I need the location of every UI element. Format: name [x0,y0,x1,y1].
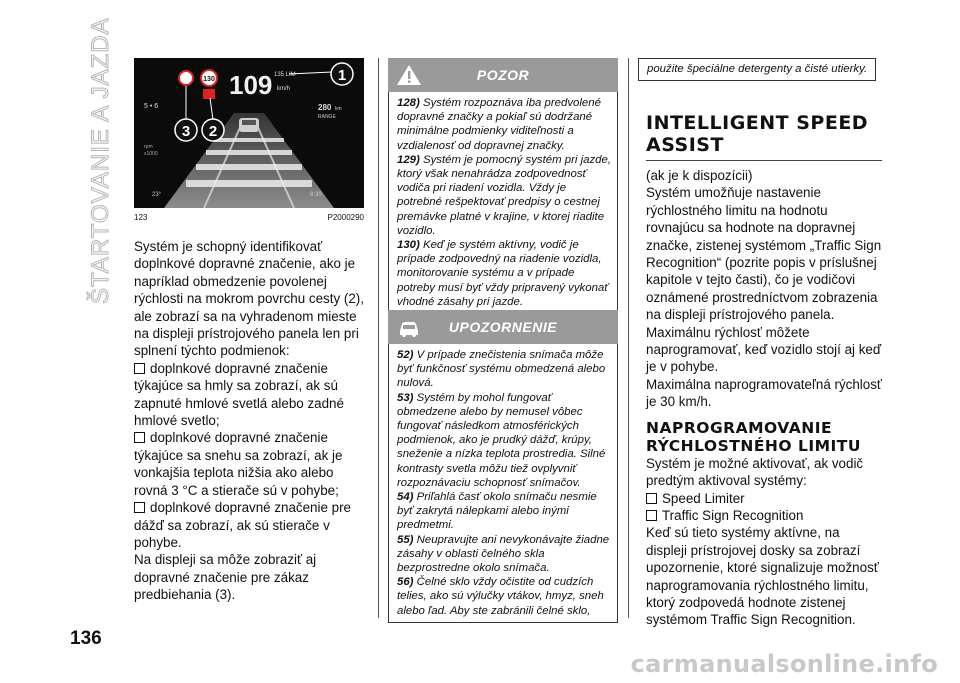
notice-item: 55) Neupravujte ani nevykonávajte žiadne zásahy v oblasti čelného skla bezprostredne okolo snímača. [397,533,610,575]
checkbox-bullet-icon [646,510,657,521]
heading-naprogramovanie: NAPROGRAMOVANIE RÝCHLOSTNÉHO LIMITU [646,418,861,455]
column-divider [628,58,629,618]
figure-rpm-value: x1000 [144,151,158,157]
notice-box-header [388,310,618,344]
col1-bullet-1: doplnkové dopravné značenie týkajúce sa hmly sa zobrazí, ak sú zapnuté hmlové svetlá alebo zadné hmlové svetlo; [134,360,344,429]
col3-bullet-1: Speed Limiter [646,490,882,507]
figure-limit-text: 135 LIM [274,72,296,78]
figure-rpm-label: rpm [144,144,153,150]
col1-bullet-3: doplnkové dopravné značenie pre dážď sa zobrazí, ak sú stierače v pohybe. [134,500,352,550]
notice-item: 53) Systém by mohol fungovať obmedzene alebo by nemusel vôbec fungovať následkom atmosférických podmienok, ako je prudký dážď, krúpy, sneženie a nízka teplota prostredia. Silné kontrasty svetla môžu tiež ovplyvniť rozpoznávaciu schopnosť snímačov. [397,391,606,489]
notice-item: 52) V prípade znečistenia snímača môže byť funkčnosť systému obmedzená alebo nulová. [397,349,606,390]
warning-item: 128) Systém rozpoznáva iba predvolené dopravné značky a pokiaľ sú dodržané minimálne podmienky viditeľnosti a vzdialenosť od dopravnej značky. [397,97,601,152]
notice-item: 54) Priľahlá časť okolo snímaču nesmie byť zakrytá nálepkami alebo inými predmetmi. [397,491,597,532]
figure-speed-unit: km/h [277,86,291,92]
figure-speed: 109 [229,70,273,100]
notice-continuation-box: použite špeciálne detergenty a čisté utierky. [638,58,876,81]
col1-outro: Na displeji sa môže zobraziť aj dopravné značenie pre zákaz predbiehania (3). [134,552,317,603]
notice-box-body [388,344,618,623]
warning-box-body [388,92,618,314]
checkbox-bullet-icon [134,363,145,374]
heading-intelligent-speed-assist: INTELLIGENT SPEED ASSIST [646,112,869,156]
checkbox-bullet-icon [646,493,657,504]
figure-caption [134,213,364,222]
col3-bullet-2: Traffic Sign Recognition [646,507,882,524]
footer-watermark: carmanualsonline.info [630,650,938,678]
notice-box-upozornenie [388,310,618,623]
figure-callout-2: 2 [208,123,218,140]
notice-item: 56) Čelné sklo vždy očistite od cudzích telies, ako sú výlučky vtákov, hmyz, sneh alebo ľad. Aby ste zabránili čelné sklo, [397,576,604,617]
figure-range-value: 280 [318,103,332,112]
warning-box-header [388,58,618,92]
side-title-text: ŠTARTOVANIE A JAZDA [87,17,114,304]
column-3-text [646,112,882,629]
column-divider [378,58,379,618]
col3-paragraph: Maximálnu rýchlosť môžete naprogramovať, keď vozidlo stojí aj keď je v pohybe. [646,324,882,375]
instrument-cluster-figure [134,58,364,208]
figure-gear: 5 • 6 [144,103,159,110]
figure-code: P2000290 [327,213,364,222]
checkbox-bullet-icon [134,502,145,513]
notice-box-title: UPOZORNENIE [448,319,558,335]
figure-range-unit: km [335,106,342,112]
col3-availability: (ak je k dispozícii) [646,168,753,183]
figure-callout-3: 3 [181,123,191,140]
warning-box-title: POZOR [476,67,530,83]
col3-paragraph: Keď sú tieto systémy aktívne, na displeji prístrojovej dosky sa zobrazí upozornenie, ktoré signalizuje možnosť naprogramovania rýchlostného limitu, ktorý zodpovedá hodnote zistenej systémom Traffic Sign Recognition. [646,525,879,628]
figure-number: 123 [134,213,148,222]
heading-rule [646,160,882,161]
figure-time: 8:30 [310,192,322,198]
page-number: 136 [70,628,102,649]
figure-callout-1: 1 [337,67,347,84]
col1-bullet-2: doplnkové dopravné značenie týkajúce sa snehu sa zobrazí, ak je vonkajšia teplota nižšia ako alebo rovná 3 °C a stierače sú v pohybe; [134,430,343,498]
col1-intro: Systém je schopný identifikovať doplnkové dopravné značenie, ako je napríklad obmedzenie povolenej rýchlosti na mokrom povrchu cesty (2), ale zobrazí sa na vyhradenom mieste na displeji prístrojového panela len pri splnení týchto podmienok: [134,239,364,359]
col3-paragraph: Maximálna naprogramovateľná rýchlosť je 30 km/h. [646,376,882,410]
warning-box-pozor [388,58,618,314]
warning-item: 130) Keď je systém aktívny, vodič je prípade zodpovedný na riadenie vozidla, monitorovanie systému a v prípade potreby musí byť vždy pripravený vykonať vhodné zásahy pri jazde. [397,239,609,308]
warning-item: 129) Systém je pomocný systém pri jazde, ktorý však nenahrádza zodpovednosť vodiča pri riadení vozidla. Vždy je potrebné rešpektovať predpisy o cestnej premávke platné v krajine, v ktorej riadite vozidlo. [397,153,611,237]
column-1-text [134,238,364,604]
checkbox-bullet-icon [134,432,145,443]
figure-temp: 23° [152,192,162,198]
figure-limit-sign: 130 [203,76,215,83]
figure-range-label: RANGE [318,114,336,120]
col3-paragraph: Systém je možné aktivovať, ak vodič predtým aktivoval systémy: [646,455,864,489]
side-section-title [78,14,118,314]
col3-paragraph: Systém umožňuje nastavenie rýchlostného limitu na hodnotu rovnajúcu sa hodnote na dopravnej značke, zistenej systémom „Traffic Sign Recognition“ (pozrite popis v príslušnej kapitole v tejto časti), čo je vodičovi oznámené prostredníctvom zobrazenia na displeji prístrojového panela. [646,185,882,323]
